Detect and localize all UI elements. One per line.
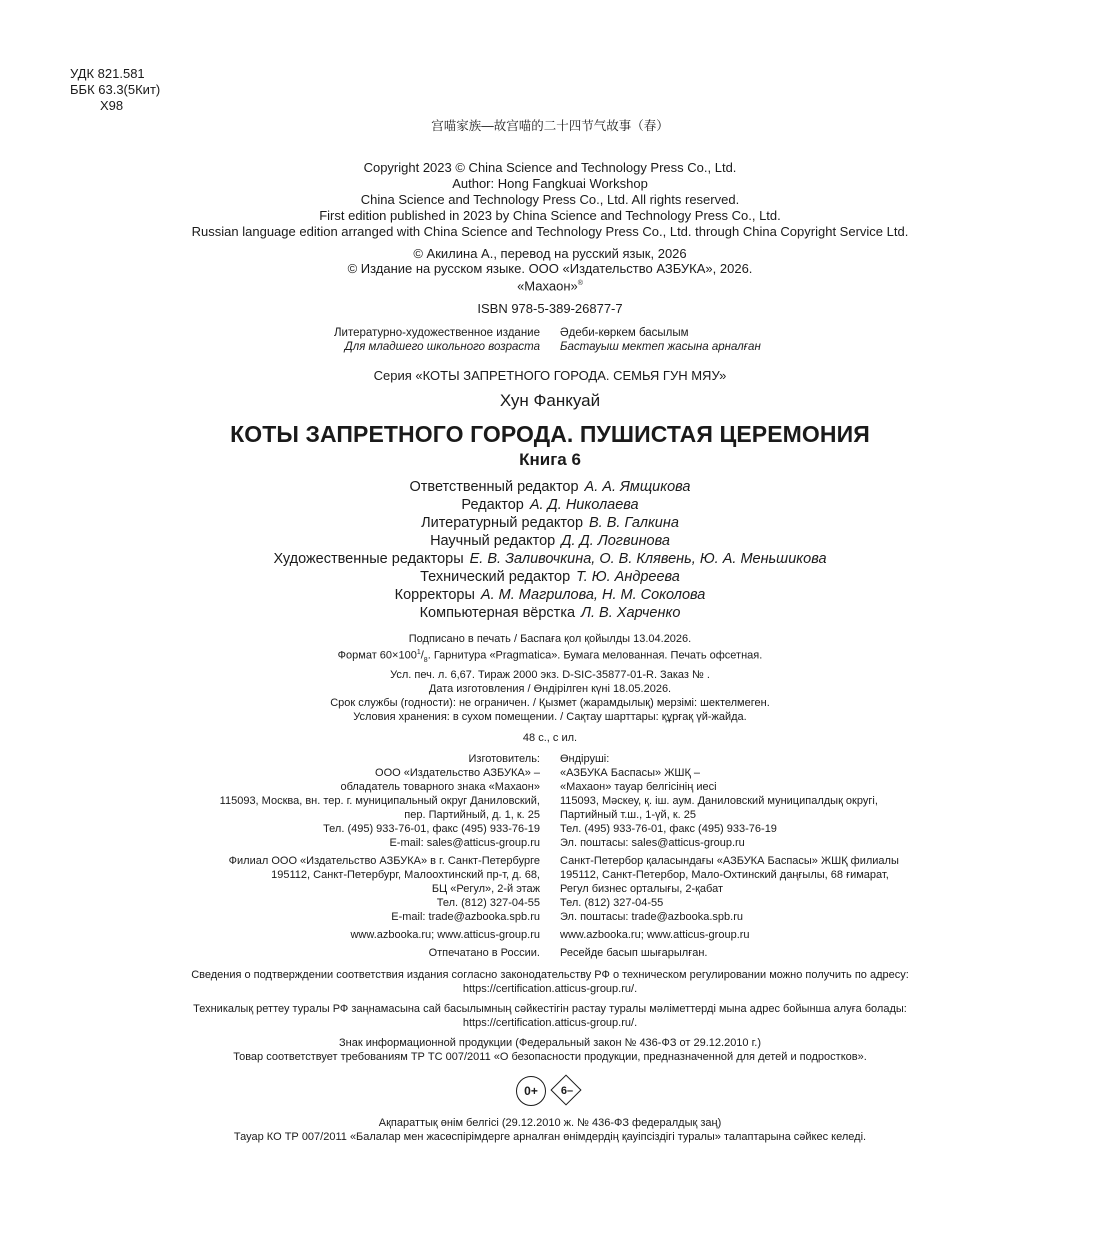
credits-list <box>0 478 1100 622</box>
manufacturer-line: 115093, Мәскеу, қ. іш. аум. Даниловский муниципалдық округі, <box>560 795 878 808</box>
printed-in: Отпечатано в России. <box>428 947 540 960</box>
certification-text: Техникалық реттеу туралы РФ заңнамасына сай басылымның сәйкестігін растау туралы мәліметтерді мына адрес бойынша алуға болады: <box>193 1003 907 1016</box>
credit-name: А. А. Ямщикова <box>584 479 691 496</box>
info-product-compliance-kz: Тауар КО ТР 007/2011 «Балалар мен жасөспірімдерге арналған өнімдердің қауіпсіздігі туралы» талаптарына сәйкес келеді. <box>233 1131 867 1144</box>
branch-line: Тел. (812) 327-04-55 <box>436 897 540 910</box>
certification-url[interactable]: https://certification.atticus-group.ru/. <box>462 983 638 996</box>
manufacturer-line: «АЗБУКА Баспасы» ЖШҚ – <box>560 767 701 780</box>
copyright-block <box>0 160 1100 240</box>
credit-role: Редактор <box>461 497 524 514</box>
age-group-kz: Бастауыш мектеп жасына арналған <box>560 341 761 354</box>
certification-ru <box>0 968 1100 996</box>
branch-line: Регул бизнес орталығы, 2-қабат <box>560 883 724 896</box>
info-product-ru <box>0 1036 1100 1064</box>
imprint-page <box>0 116 1100 1144</box>
manufacturer-line: Тел. (495) 933-76-01, факс (495) 933-76-19 <box>560 823 777 836</box>
manufacturer-line: Изготовитель: <box>468 753 540 766</box>
credit-row <box>0 550 1100 568</box>
credit-name: А. М. Магрилова, Н. М. Соколова <box>480 587 706 604</box>
certification-kz <box>0 1002 1100 1030</box>
manufacturer-line: «Махаон» тауар белгісінің иесі <box>560 781 717 794</box>
age-rating-badges <box>0 1074 1100 1108</box>
credit-row <box>0 586 1100 604</box>
shelf-life: Срок службы (годности): не ограничен. / Қызмет (жарамдылық) мерзімі: шектелмеген. <box>330 697 770 710</box>
age-group-ru: Для младшего школьного возраста <box>344 341 540 354</box>
manufacturer-block <box>0 752 1100 960</box>
book-number: Книга 6 <box>519 450 581 470</box>
age-rating-diamond-label: 6– <box>560 1085 574 1098</box>
book-author: Хун Фанкуай <box>499 391 601 411</box>
credit-row <box>0 604 1100 622</box>
isbn: ISBN 978-5-389-26877-7 <box>477 301 623 317</box>
branch-line: Эл. поштасы: trade@azbooka.spb.ru <box>560 911 743 924</box>
manufacturer-line: Эл. поштасы: sales@atticus-group.ru <box>560 837 745 850</box>
credit-role: Научный редактор <box>430 533 556 550</box>
manufacturer-line: Өндіруші: <box>560 753 610 766</box>
credit-name: В. В. Галкина <box>589 515 679 532</box>
copyright-rights: China Science and Technology Press Co., Ltd. All rights reserved. <box>360 192 740 207</box>
age-rating-circle-icon: 0+ <box>516 1076 546 1106</box>
certification-url[interactable]: https://certification.atticus-group.ru/. <box>462 1017 638 1030</box>
certification-text: Сведения о подтверждении соответствия издания согласно законодательству РФ о техническом регулировании можно получить по адресу: <box>191 969 909 982</box>
russian-copyright-block <box>0 246 1100 293</box>
page-count: 48 с., с ил. <box>522 732 578 745</box>
credit-name: Е. В. Заливочкина, О. В. Клявень, Ю. А. Меньшикова <box>469 551 827 568</box>
branch-line: БЦ «Регул», 2-й этаж <box>431 883 540 896</box>
credit-row <box>0 568 1100 586</box>
print-format: Формат $60\times 100^1/_8$. Гарнитура «Pragmatica». Бумага мелованная. Печать офсетная. <box>337 649 763 665</box>
info-product-kz <box>0 1116 1100 1144</box>
imprint-brand <box>0 276 1100 293</box>
info-product-compliance: Товар соответствует требованиям ТР ТС 007/2011 «О безопасности продукции, предназначенной для детей и подростков». <box>233 1051 867 1064</box>
branch-line: Филиал ООО «Издательство АЗБУКА» в г. Санкт-Петербурге <box>228 855 540 868</box>
print-run: Усл. печ. л. 6,67. Тираж 2000 экз. D-SIC-35877-01-R. Заказ № . <box>390 669 710 682</box>
manufacturer-line: обладатель товарного знака «Махаон» <box>340 781 540 794</box>
info-product-law: Знак информационной продукции (Федеральный закон № 436-ФЗ от 29.12.2010 г.) <box>338 1037 761 1050</box>
author-mark: Х98 <box>100 98 124 113</box>
credit-row <box>0 496 1100 514</box>
copyright-russian-edition: Russian language edition arranged with China Science and Technology Press Co., Ltd. through China Copyright Service Ltd. <box>191 224 909 239</box>
manufacturer-line: пер. Партийный, д. 1, к. 25 <box>404 809 540 822</box>
credit-role: Технический редактор <box>420 569 571 586</box>
udk-code: УДК 821.581 <box>70 66 145 81</box>
copyright-author: Author: Hong Fangkuai Workshop <box>452 176 648 191</box>
credit-role: Компьютерная вёрстка <box>419 605 576 622</box>
credit-name: Т. Ю. Андреева <box>576 569 680 586</box>
branch-line: Тел. (812) 327-04-55 <box>560 897 664 910</box>
website-link[interactable]: www.azbooka.ru; www.atticus-group.ru <box>350 929 540 942</box>
credit-role: Корректоры <box>394 587 475 604</box>
series-name: Серия «КОТЫ ЗАПРЕТНОГО ГОРОДА. СЕМЬЯ ГУН МЯУ» <box>373 368 727 384</box>
chinese-original-title: 宫喵家族—故宫喵的二十四节气故事（春） <box>431 119 669 133</box>
print-date: Дата изготовления / Өндірілген күні 18.05.2026. <box>428 683 672 696</box>
edition-type <box>0 326 1100 354</box>
edition-type-ru: Литературно-художественное издание <box>333 327 540 340</box>
copyright-first-edition: First edition published in 2023 by China Science and Technology Press Co., Ltd. <box>319 208 781 223</box>
udk-block <box>70 66 160 114</box>
info-product-law-kz: Ақпараттық өнім белгісі (29.12.2010 ж. № 436-ФЗ федералдық заң) <box>378 1117 722 1130</box>
storage-conditions: Условия хранения: в сухом помещении. / Сақтау шарттары: құрғақ үй-жайда. <box>353 711 747 724</box>
book-title: КОТЫ ЗАПРЕТНОГО ГОРОДА. ПУШИСТАЯ ЦЕРЕМОНИЯ <box>230 421 870 448</box>
edition-copyright: © Издание на русском языке. ООО «Издательство АЗБУКА», 2026. <box>347 261 753 276</box>
bbk-code: ББК 63.3(5Кит) <box>70 82 161 97</box>
manufacturer-line: 115093, Москва, вн. тер. г. муниципальный округ Даниловский, <box>219 795 540 808</box>
website-link[interactable]: www.azbooka.ru; www.atticus-group.ru <box>560 929 750 942</box>
manufacturer-line: Партийный т.ш., 1-үй, к. 25 <box>560 809 696 822</box>
manufacturer-line: Тел. (495) 933-76-01, факс (495) 933-76-19 <box>323 823 540 836</box>
credit-row <box>0 514 1100 532</box>
manufacturer-line: ООО «Издательство АЗБУКА» – <box>375 767 540 780</box>
brand-name: «Махаон» <box>517 278 578 294</box>
printed-in: Ресейде басып шығарылған. <box>560 947 708 960</box>
credit-name: А. Д. Николаева <box>529 497 639 514</box>
age-rating-diamond-icon <box>550 1074 584 1108</box>
registered-mark: ® <box>577 280 583 287</box>
print-info <box>0 632 1100 724</box>
branch-line: Санкт-Петербор қаласындағы «АЗБУКА Баспасы» ЖШҚ филиалы <box>560 855 899 868</box>
credit-row <box>0 478 1100 496</box>
credit-role: Ответственный редактор <box>409 479 579 496</box>
credit-role: Художественные редакторы <box>273 551 464 568</box>
edition-type-kz: Әдеби-көркем басылым <box>560 327 689 340</box>
manufacturer-line: E-mail: sales@atticus-group.ru <box>389 837 540 850</box>
print-signed: Подписано в печать / Баспаға қол қойылды 13.04.2026. <box>408 633 692 646</box>
translation-copyright: © Акилина А., перевод на русский язык, 2026 <box>413 246 687 261</box>
copyright-line: Copyright 2023 © China Science and Technology Press Co., Ltd. <box>363 160 737 175</box>
credit-role: Литературный редактор <box>421 515 584 532</box>
branch-line: 195112, Санкт-Петербор, Мало-Охтинский даңғылы, 68 ғимарат, <box>560 869 889 882</box>
branch-line: E-mail: trade@azbooka.spb.ru <box>391 911 540 924</box>
credit-row <box>0 532 1100 550</box>
credit-name: Л. В. Харченко <box>581 605 681 622</box>
credit-name: Д. Д. Логвинова <box>561 533 670 550</box>
branch-line: 195112, Санкт-Петербург, Малоохтинский пр-т, д. 68, <box>271 869 540 882</box>
